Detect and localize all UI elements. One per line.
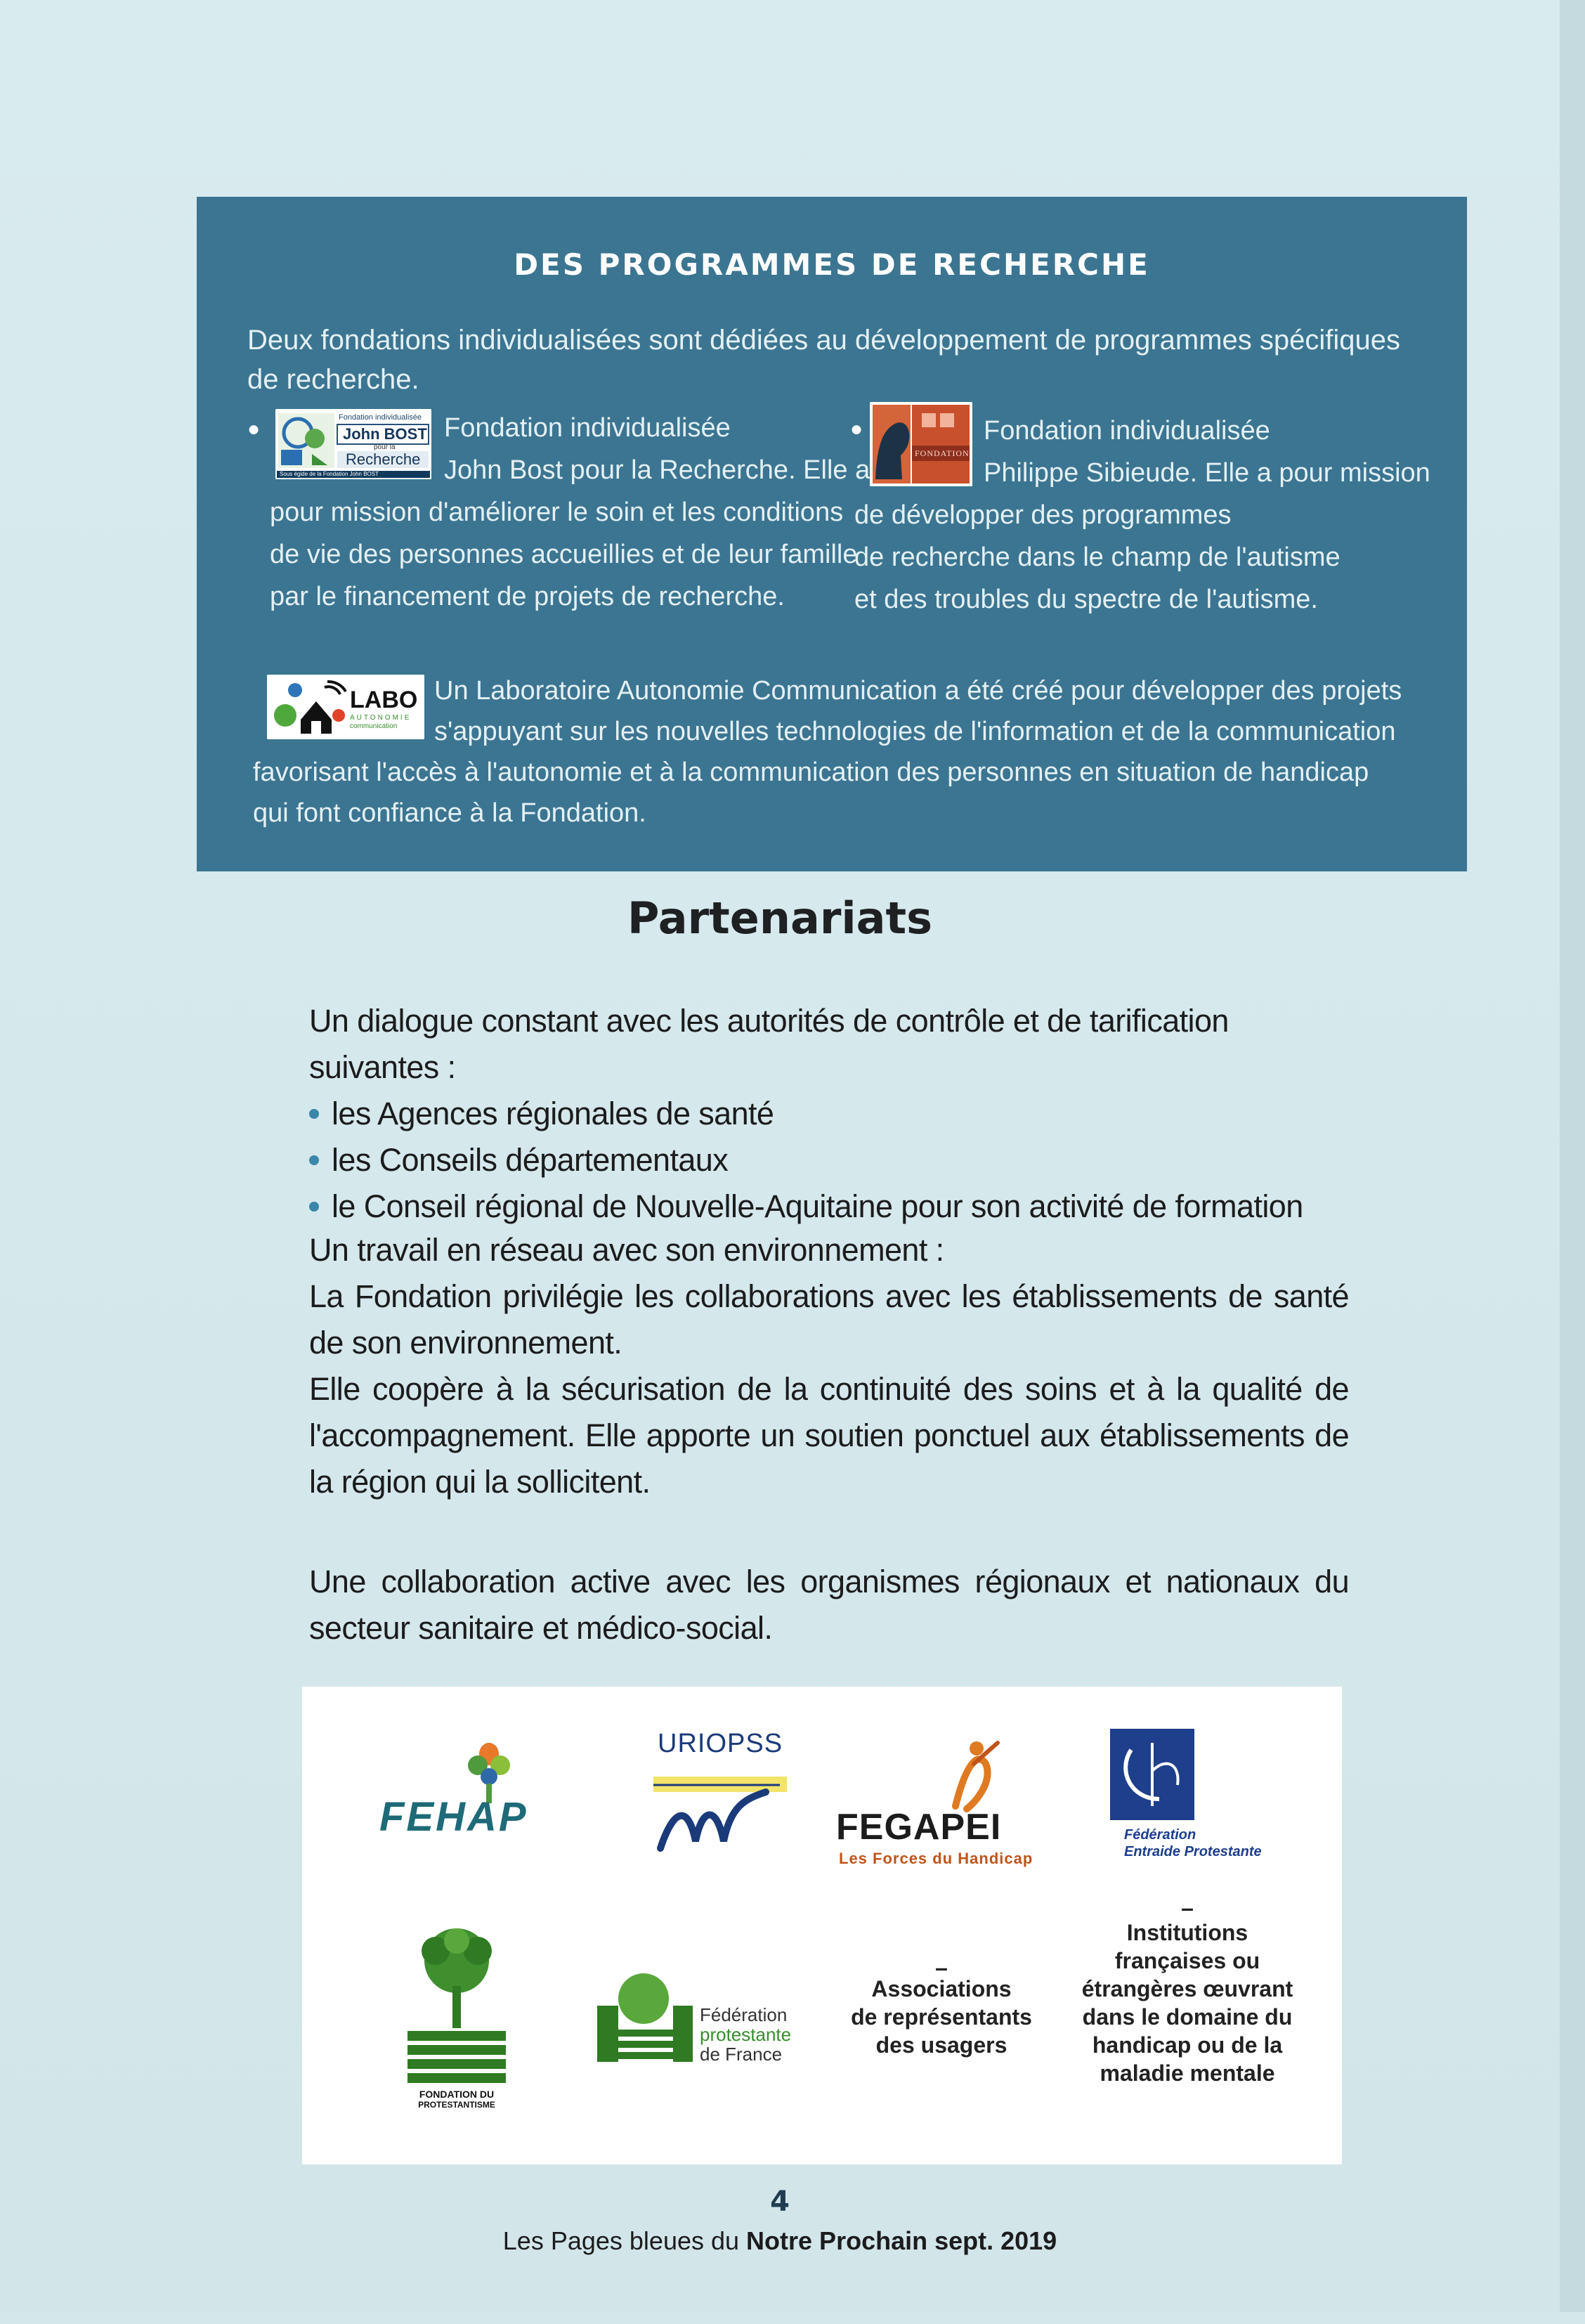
fep-text-2: Entraide Protestante — [1124, 1844, 1262, 1859]
logo-text-recherche: Recherche — [346, 450, 421, 468]
labo-logo-text: LABO — [350, 687, 418, 713]
instit-line-6: maladie mentale — [1100, 2060, 1275, 2086]
labo-line-1: Un Laboratoire Autonomie Communication a été créé pour développer des projets — [434, 676, 1402, 706]
research-programs-box — [197, 197, 1467, 871]
tree-icon — [400, 1926, 513, 2087]
labo-autonomie-logo — [267, 675, 424, 739]
john-bost-line-4: de vie des personnes accueillies et de leur famille — [270, 540, 858, 569]
footer-publication: Notre Prochain sept. 2019 — [746, 2226, 1057, 2255]
john-bost-line-5: par le financement de projets de recherche. — [270, 582, 785, 611]
footer-prefix: Les Pages bleues du — [502, 2226, 747, 2255]
labo-line-3: favorisant l'accès à l'autonomie et à la communication des personnes en situation de handicap — [253, 758, 1369, 787]
labo-line-4: qui font confiance à la Fondation. — [253, 798, 646, 828]
reseau-paragraph-1: La Fondation privilégie les collaborations avec les établissements de santé de son environnement. — [309, 1278, 1349, 1361]
dialogue-section — [309, 998, 1349, 1230]
fep-text-1: Fédération — [1124, 1827, 1196, 1843]
john-bost-line-1: Fondation individualisée — [444, 413, 731, 443]
uriopss-text: URIOPSS — [658, 1729, 783, 1758]
partenariats-heading: Partenariats — [627, 892, 933, 944]
list-item: le Conseil régional de Nouvelle-Aquitaine pour son activité de formation — [309, 1183, 1349, 1230]
dialogue-intro: Un dialogue constant avec les autorités de contrôle et de tarification suivantes : — [309, 1003, 1229, 1085]
fpf-emblem-icon — [597, 1968, 696, 2066]
collaboration-paragraph: Une collaboration active avec les organismes régionaux et nationaux du secteur sanitaire et médico-social. — [309, 1564, 1349, 1646]
fehap-logo — [379, 1736, 562, 1841]
logo-text-pour-la: pour la — [374, 443, 396, 451]
bullet: ● — [247, 417, 261, 441]
john-bost-line-3: pour mission d'améliorer le soin et les conditions — [270, 498, 844, 527]
john-bost-recherche-logo — [275, 409, 431, 479]
footer-credit — [0, 2226, 1560, 2256]
fep-emblem-icon — [1110, 1729, 1194, 1820]
dash: – — [935, 1955, 948, 1980]
sibieude-line-1: Fondation individualisée — [984, 416, 1270, 446]
fondation-sibieude-logo — [870, 402, 972, 486]
reseau-intro: Un travail en réseau avec son environnement : — [309, 1232, 944, 1268]
partner-logos-panel — [302, 1687, 1342, 2164]
labo-logo-sub1: AUTONOMIE — [350, 714, 412, 722]
fondation-protestantisme-logo — [400, 1926, 513, 2115]
fehap-text: FEHAP — [379, 1794, 528, 1840]
uriopss-logo — [639, 1729, 794, 1869]
sibieude-line-2: Philippe Sibieude. Elle a pour mission — [984, 458, 1430, 488]
instit-line-1: Institutions — [1126, 1920, 1248, 1945]
dash: – — [1181, 1895, 1194, 1921]
instit-line-4: dans le domaine du — [1082, 2004, 1293, 2030]
instit-line-2: françaises ou — [1114, 1948, 1260, 1973]
sibieude-line-4: de recherche dans le champ de l'autisme — [854, 543, 1341, 572]
institutions-text — [1061, 1897, 1314, 2087]
fpf-text-1: Fédération — [700, 2004, 788, 2025]
instit-line-5: handicap ou de la — [1092, 2032, 1283, 2058]
sibieude-logo-text: FONDATION — [915, 448, 970, 458]
logo-text-john-bost: John BOST — [343, 425, 427, 443]
fegapei-figure-icon — [836, 1736, 1047, 1813]
john-bost-line-2: John Bost pour la Recherche. Elle a — [444, 455, 870, 485]
assoc-line-2: de représentants — [851, 2004, 1032, 2030]
fdp-text-1: FONDATION DU — [419, 2089, 495, 2100]
sibieude-line-5: et des troubles du spectre de l'autisme. — [854, 585, 1318, 614]
logo-text-small: Fondation individualisée — [339, 413, 422, 422]
federation-entraide-protestante-logo — [1082, 1729, 1279, 1869]
labo-line-2: s'appuyant sur les nouvelles technologies de l'information et de la communication — [434, 717, 1396, 746]
logo-text-sous-egide: Sous égide de la Fondation John BOST — [280, 471, 379, 477]
research-box-intro: Deux fondations individualisées sont dédiées au développement de programmes spécifiques de recherche. — [247, 325, 1401, 395]
assoc-line-3: des usagers — [875, 2032, 1007, 2058]
uriopss-swoosh-icon — [639, 1764, 794, 1869]
list-item: les Agences régionales de santé — [309, 1091, 1349, 1137]
research-box-title: DES PROGRAMMES DE RECHERCHE — [514, 247, 1150, 282]
sibieude-logo-icon — [870, 402, 972, 486]
fegapei-logo — [836, 1736, 1047, 1876]
fpf-text-2: protestante — [700, 2024, 792, 2045]
list-item: les Conseils départementaux — [309, 1137, 1349, 1183]
reseau-section — [309, 1227, 1349, 1505]
reseau-paragraph-2: Elle coopère à la sécurisation de la continuité des soins et à la qualité de l'accompagnement. Elle apporte un soutien ponctuel aux établissements de la région qui la sollicitent. — [309, 1371, 1349, 1500]
sibieude-line-3: de développer des programmes — [854, 500, 1232, 530]
labo-logo-sub2: communication — [350, 722, 398, 730]
federation-protestante-de-france-logo — [597, 1968, 808, 2080]
fegapei-subtitle: Les Forces du Handicap — [839, 1850, 1033, 1867]
instit-line-3: étrangères œuvrant — [1081, 1976, 1293, 2001]
fegapei-text: FEGAPEI — [836, 1807, 1002, 1848]
associations-usagers-text — [836, 1955, 1047, 2059]
authorities-list — [309, 1091, 1349, 1230]
bullet: ● — [850, 417, 863, 441]
page-number: 4 — [770, 2186, 790, 2218]
assoc-line-1: Associations — [871, 1976, 1012, 2001]
fpf-text-3: de France — [700, 2044, 783, 2065]
fdp-text-2: PROTESTANTISME — [418, 2100, 495, 2110]
